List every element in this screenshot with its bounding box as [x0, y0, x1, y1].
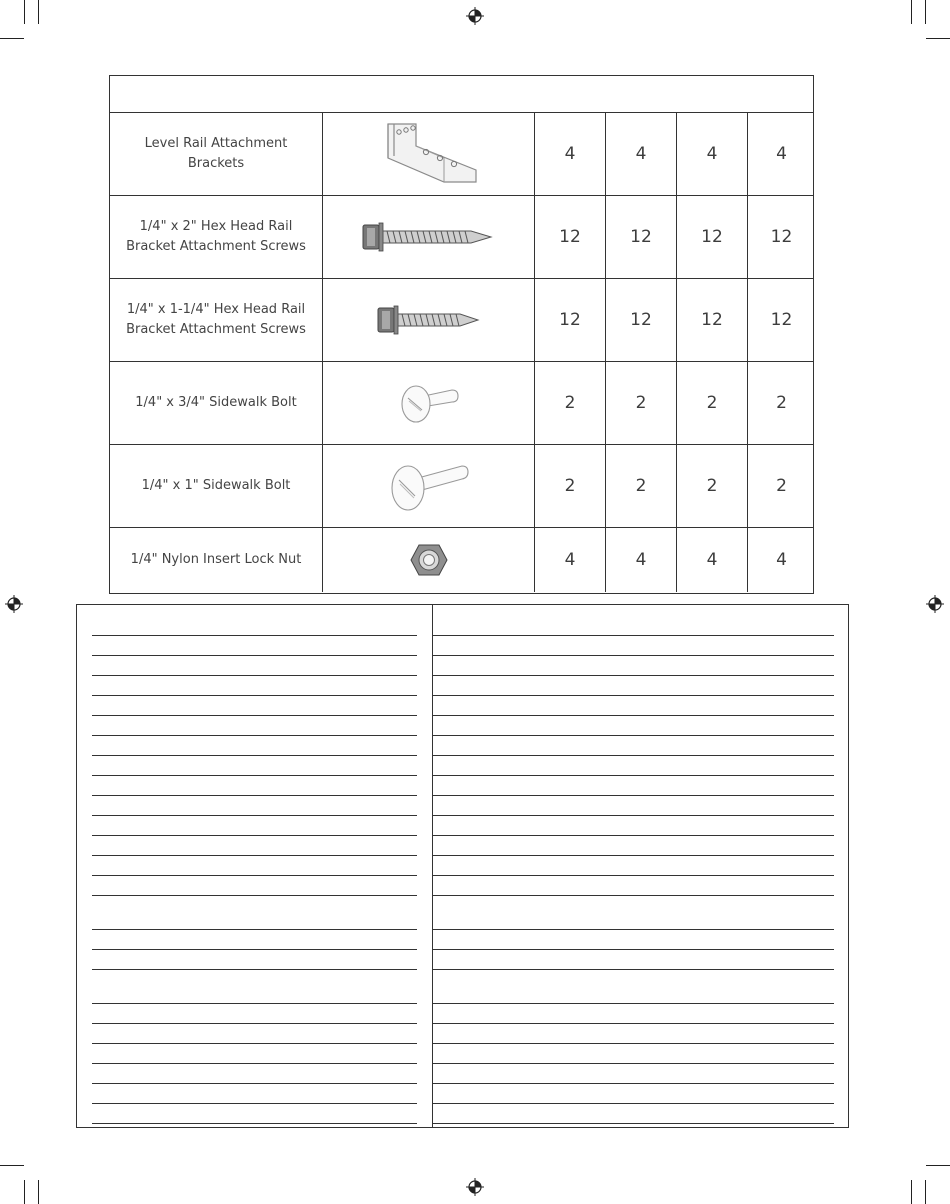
form-line [92, 1063, 417, 1064]
quantity-cell: 12 [606, 196, 677, 278]
table-row [110, 112, 813, 196]
form-line [92, 929, 417, 930]
registration-mark-icon [5, 595, 23, 613]
quantity-cell: 4 [606, 528, 677, 592]
quantity-cell: 4 [776, 550, 787, 570]
quantity-cell: 2 [606, 445, 677, 527]
form-line [92, 1083, 417, 1084]
lock-nut-icon [323, 528, 535, 592]
short-sidewalk-bolt-icon [323, 362, 535, 444]
form-line [433, 675, 834, 676]
form-line [92, 1103, 417, 1104]
form-line [433, 795, 834, 796]
table-row [110, 196, 813, 279]
bracket-icon [323, 112, 535, 195]
table-row [110, 445, 813, 528]
quantity-cell: 2 [535, 445, 606, 527]
crop-mark [925, 0, 926, 24]
form-line [433, 755, 834, 756]
crop-mark [926, 1165, 950, 1166]
form-line [92, 695, 417, 696]
form-line [433, 735, 834, 736]
crop-mark [925, 1180, 926, 1204]
table-row [110, 279, 813, 362]
form-line [433, 949, 834, 950]
form-line [433, 835, 834, 836]
form-line [92, 875, 417, 876]
form-line [433, 1083, 834, 1084]
crop-mark [38, 0, 39, 24]
form-line [92, 895, 417, 896]
crop-mark [911, 0, 912, 24]
form-line [433, 715, 834, 716]
registration-mark-icon [466, 1178, 484, 1196]
form-line [92, 815, 417, 816]
lines-form [76, 604, 849, 1128]
registration-mark-icon [926, 595, 944, 613]
quantity-cell: 12 [770, 227, 793, 247]
hardware-table-header [110, 76, 813, 113]
quantity-cell: 2 [776, 393, 787, 413]
column-divider [432, 605, 433, 1127]
quantity-cell: 2 [677, 362, 748, 444]
quantity-cell: 2 [776, 476, 787, 496]
part-description: 1/4" Nylon Insert Lock Nut [110, 528, 323, 592]
form-line [92, 675, 417, 676]
quantity-cell: 2 [606, 362, 677, 444]
registration-mark-icon [466, 7, 484, 25]
quantity-cell: 2 [535, 362, 606, 444]
quantity-cell: 12 [535, 196, 606, 278]
form-line [433, 1103, 834, 1104]
form-line [92, 969, 417, 970]
form-line [433, 775, 834, 776]
crop-mark [911, 1180, 912, 1204]
quantity-cell: 4 [677, 112, 748, 195]
form-line [92, 835, 417, 836]
form-line [433, 1063, 834, 1064]
form-line [433, 1043, 834, 1044]
form-line [92, 635, 417, 636]
form-line [92, 795, 417, 796]
form-line [433, 875, 834, 876]
form-line [92, 775, 417, 776]
form-line [433, 895, 834, 896]
form-line [433, 1003, 834, 1004]
form-line [92, 755, 417, 756]
form-line [433, 815, 834, 816]
part-description: 1/4" x 2" Hex Head Rail Bracket Attachment Screws [110, 196, 323, 278]
quantity-cell: 12 [677, 279, 748, 361]
form-line [92, 855, 417, 856]
crop-mark [38, 1180, 39, 1204]
quantity-cell: 12 [606, 279, 677, 361]
form-line [433, 1123, 834, 1124]
quantity-cell: 4 [535, 112, 606, 195]
form-line [92, 1023, 417, 1024]
crop-mark [24, 1180, 25, 1204]
part-description: 1/4" x 3/4" Sidewalk Bolt [110, 362, 323, 444]
form-line [92, 1003, 417, 1004]
form-line [92, 949, 417, 950]
quantity-cell: 12 [535, 279, 606, 361]
quantity-cell: 2 [677, 445, 748, 527]
form-line [433, 929, 834, 930]
quantity-cell: 12 [770, 310, 793, 330]
form-line [92, 735, 417, 736]
table-row [110, 528, 813, 592]
long-hex-screw-icon [323, 196, 535, 278]
crop-mark [0, 38, 24, 39]
quantity-cell: 4 [776, 143, 787, 164]
table-row [110, 362, 813, 445]
hardware-table [109, 75, 814, 594]
quantity-cell: 4 [606, 112, 677, 195]
long-sidewalk-bolt-icon [323, 445, 535, 527]
quantity-cell: 4 [535, 528, 606, 592]
part-description: 1/4" x 1-1/4" Hex Head Rail Bracket Attachment Screws [110, 279, 323, 361]
short-hex-screw-icon [323, 279, 535, 361]
form-line [92, 715, 417, 716]
form-line [433, 969, 834, 970]
form-line [92, 1123, 417, 1124]
form-line [433, 695, 834, 696]
crop-mark [926, 38, 950, 39]
form-line [433, 1023, 834, 1024]
crop-mark [0, 1165, 24, 1166]
crop-mark [24, 0, 25, 24]
form-line [92, 1043, 417, 1044]
quantity-cell: 4 [677, 528, 748, 592]
form-line [433, 635, 834, 636]
part-description: 1/4" x 1" Sidewalk Bolt [110, 445, 323, 527]
quantity-cell: 12 [677, 196, 748, 278]
form-line [92, 655, 417, 656]
form-line [433, 855, 834, 856]
form-line [433, 655, 834, 656]
part-description: Level Rail Attachment Brackets [110, 112, 323, 195]
